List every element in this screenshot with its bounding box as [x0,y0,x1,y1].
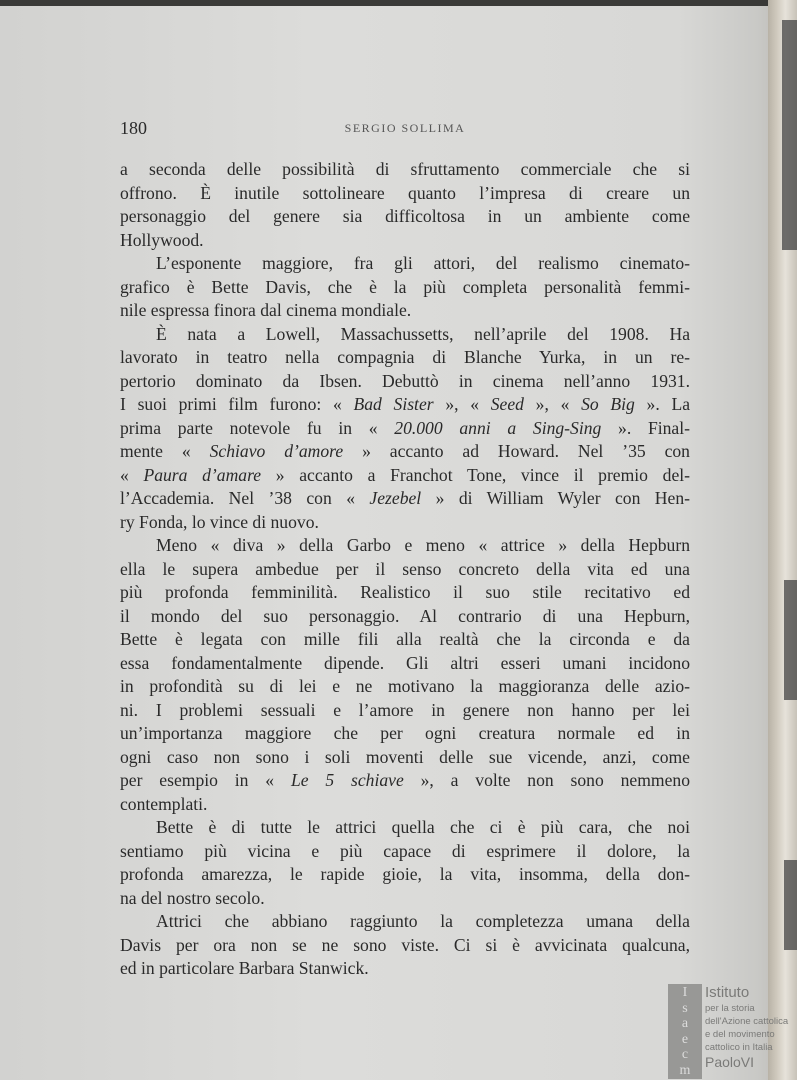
text-line [120,722,690,745]
text-line [120,887,265,910]
text-segment: in profondità su di lei e ne motivano la maggioranza delle azio- [120,676,690,696]
text-segment: profonda amarezza, le rapide gioie, la vita, insomma, della don- [120,864,690,884]
text-segment: » accanto ad Howard. Nel ’35 con [343,441,690,461]
running-title: SERGIO SOLLIMA [344,121,466,135]
watermark-line: dell'Azione cattolica [705,1016,789,1027]
watermark-line: PaoloVI [705,1054,755,1070]
monogram-letter: s [682,1000,688,1016]
text-line [120,487,690,510]
text-segment: sentiamo più vicina e più capace di esprimere il dolore, la [120,840,690,861]
text-segment: ». Final- [601,417,690,438]
text-segment: ». La [634,394,690,414]
text-line [120,511,319,534]
watermark-text [705,984,788,1071]
text-line [120,276,690,299]
watermark-logo [668,984,797,1080]
text-segment: pertorio dominato da Ibsen. Debuttò in cinema nell’anno 1931. [120,370,690,391]
film-title: Schiavo d’amore [209,441,344,461]
text-segment: Attrici che abbiano raggiunto la completezza umana della [156,911,690,931]
text-segment: I suoi primi film furono: « [120,394,354,414]
text-line [120,370,690,393]
text-line [120,934,690,957]
film-title: Jezebel [369,488,422,508]
page-number: 180 [120,118,147,138]
watermark-line: per la storia [705,1003,755,1014]
text-line [120,910,690,933]
text-segment: mente « [120,441,210,461]
text-line [120,229,204,252]
text-line [120,957,369,980]
text-line [120,252,690,275]
text-segment: lavorato in teatro nella compagnia di Blanche Yurka, in un re- [120,347,690,367]
text-line [120,205,690,228]
text-segment: ni. I problemi sessuali e l’amore in genere non hanno per lei [120,699,690,720]
film-title: Le 5 schiave [290,770,404,790]
text-segment: per esempio in « [120,770,291,790]
page-header [120,117,690,139]
monogram-letter: a [681,1016,689,1031]
text-line [120,816,690,839]
text-line [120,699,690,722]
text-line [120,628,690,651]
text-segment: « [120,464,144,485]
watermark-line: e del movimento [705,1029,775,1040]
text-segment: grafico è Bette Davis, che è la più completa personalità femmi- [120,276,690,297]
text-segment: L’esponente maggiore, fra gli attori, del realismo cinemato- [156,253,690,273]
text-segment: ry Fonda, lo vince di nuovo. [120,511,319,532]
text-segment: Meno « diva » della Garbo e meno « attrice » della Hepburn [156,535,690,555]
text-line [120,158,690,181]
isacem-monogram [668,984,702,1079]
film-title: Paura d’amare [143,464,262,485]
text-segment: più profonda femminilità. Realistico il suo stile recitativo ed [120,582,690,602]
text-segment: prima parte notevole fu in « [120,417,395,438]
text-segment: il mondo del suo personaggio. Al contrario di una Hepburn, [120,605,690,626]
text-segment: ogni caso non sono i soli moventi delle sue vicende, anzi, come [120,746,690,767]
text-line [120,746,690,769]
text-line [120,440,690,463]
text-line [120,558,690,581]
film-title: 20.000 anni a Sing-Sing [394,417,602,438]
text-line [120,793,207,816]
adjacent-photo [784,580,797,700]
film-title: Seed [490,394,524,414]
text-line [120,652,690,675]
text-segment: essa fondamentalmente dipende. Gli altri esseri umani incidono [120,652,690,673]
text-line [120,346,690,369]
text-segment: È nata a Lowell, Massachussetts, nell’aprile del 1908. Ha [156,323,690,344]
text-line [120,534,690,557]
scan-top-edge [0,0,797,6]
adjacent-page-edge [768,0,797,1080]
adjacent-photo [782,20,797,250]
text-line [120,769,690,792]
monogram-letter: I [682,985,688,1000]
text-segment: nile espressa finora dal cinema mondiale. [120,300,412,320]
text-segment: », a volte non sono nemmeno [403,770,690,790]
text-segment: ella le supera ambedue per il senso concreto della vita ed una [120,558,690,579]
adjacent-photo [784,860,797,950]
text-segment: », « [523,394,582,414]
text-line [120,464,690,487]
text-line [120,581,690,604]
text-segment: contemplati. [120,793,208,814]
text-line [120,182,690,205]
text-segment: Bette è legata con mille fili alla realtà che la circonda e da [120,629,690,649]
watermark-line: cattolico in Italia [705,1042,773,1053]
film-title: So Big [581,394,635,414]
text-segment: a seconda delle possibilità di sfruttamento commerciale che si [120,159,690,179]
text-segment: Hollywood. [120,229,204,250]
text-line [120,863,690,886]
text-line [120,417,690,440]
film-title: Bad Sister [353,394,434,414]
text-segment: ed in particolare Barbara Stanwick. [120,958,369,978]
text-segment: Davis per ora non se ne sono viste. Ci si è avvicinata qualcuna, [120,934,690,955]
text-segment: », « [433,394,491,414]
watermark-line: Istituto [705,984,750,1001]
text-segment: personaggio del genere sia difficoltosa in un ambiente come [120,206,690,226]
text-segment: na del nostro secolo. [120,887,265,908]
monogram-letter: m [679,1062,691,1078]
text-segment: l’Accademia. Nel ’38 con « [120,488,370,508]
text-segment: » accanto a Franchot Tone, vince il premio del- [261,464,690,485]
text-segment: Bette è di tutte le attrici quella che ci è più cara, che noi [156,817,690,837]
text-segment: offrono. È inutile sottolineare quanto l’impresa di creare un [120,182,690,203]
text-line [120,675,690,698]
text-line [120,840,690,863]
text-line [120,605,690,628]
text-segment: un’importanza maggiore che per ogni creatura normale ed in [120,723,690,743]
text-segment: » di William Wyler con Hen- [421,488,690,508]
text-line [120,299,411,322]
text-line [120,393,690,416]
monogram-letter: e [681,1031,689,1047]
text-line [120,323,690,346]
monogram-letter: c [681,1047,689,1062]
